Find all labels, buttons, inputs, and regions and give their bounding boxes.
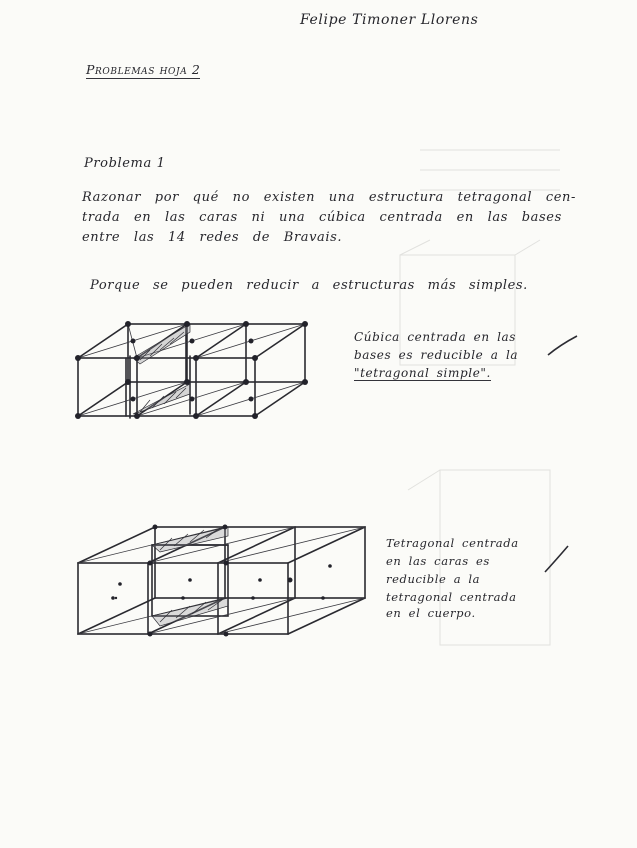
question-line: entre las 14 redes de Bravais.	[82, 230, 343, 245]
author-name: Felipe Timoner Llorens	[300, 12, 479, 28]
answer-text: Porque se pueden reducir a estructuras más simples.	[90, 278, 528, 293]
question-line: trada en las caras ni una cúbica centrada en las bases	[82, 210, 562, 225]
note-base-centered-line: Cúbica centrada en las	[354, 330, 517, 344]
note-face-centered-line: en el cuerpo.	[386, 606, 476, 620]
underlined-term: "tetragonal simple".	[354, 366, 491, 380]
sheet-title: Problemas hoja 2	[86, 62, 201, 77]
problem-label: Problema 1	[84, 156, 166, 171]
check-mark-icon	[548, 336, 577, 355]
note-face-centered-line: tetragonal centrada	[386, 590, 517, 604]
note-face-centered-line: Tetragonal centrada	[386, 536, 519, 550]
check-mark-icon	[545, 546, 568, 572]
note-face-centered-line: reducible a la	[386, 572, 481, 586]
question-line: Razonar por qué no existen una estructura tetragonal cen-	[82, 190, 576, 205]
note-base-centered-line: bases es reducible a la	[354, 348, 519, 362]
note-face-centered-line: en las caras es	[386, 554, 490, 568]
